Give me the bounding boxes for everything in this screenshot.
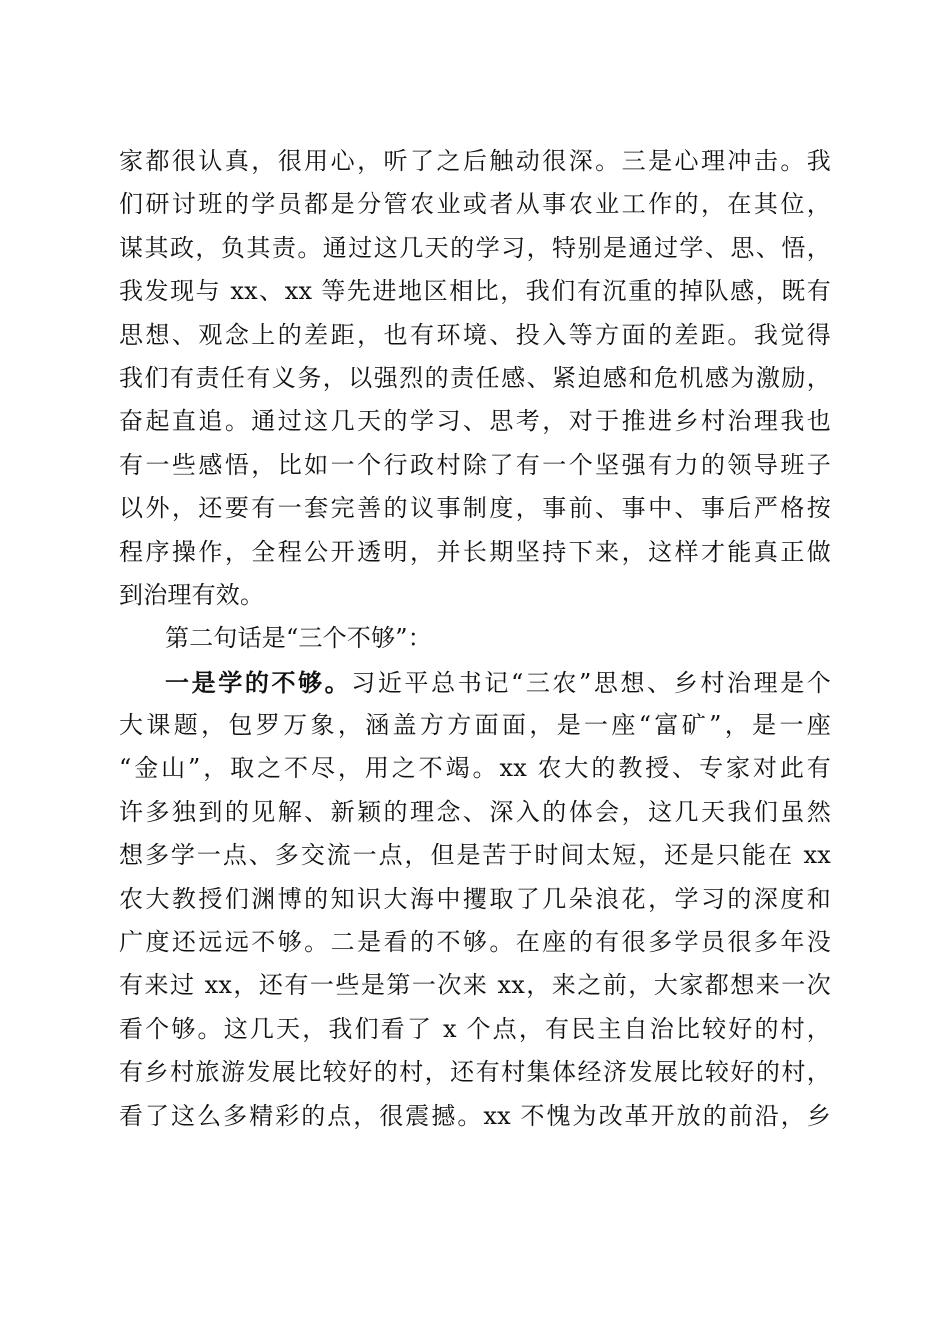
text-line: 许多独到的见解、新颖的理念、深入的体会，这几天我们虽然: [119, 797, 831, 826]
text-line: 家都很认真，很用心，听了之后触动很深。三是心理冲击。我: [119, 147, 831, 175]
text-line: 有乡村旅游发展比较好的村，还有村集体经济发展比较好的村，: [119, 1058, 831, 1087]
text-line: 看了这么多精彩的点，很震撼。xx 不愧为改革开放的前沿，乡: [119, 1101, 831, 1130]
text-line: 想多学一点、多交流一点，但是苦于时间太短，还是只能在 xx: [119, 841, 831, 870]
paragraph-lead-rest: 习近平总书记“三农”思想、乡村治理是个: [351, 668, 831, 697]
text-line: 有来过 xx，还有一些是第一次来 xx，来之前，大家都想来一次: [119, 971, 831, 1000]
text-line: 有一些感悟，比如一个行政村除了有一个坚强有力的领导班子: [119, 450, 831, 479]
text-line: 大课题，包罗万象，涵盖方方面面，是一座“富矿”，是一座: [119, 711, 831, 740]
paragraph-first-line: [119, 661, 831, 704]
text-line: 广度还远远不够。二是看的不够。在座的有很多学员很多年没: [119, 928, 831, 957]
text-line: 我发现与 xx、xx 等先进地区相比，我们有沉重的掉队感，既有: [119, 277, 831, 306]
text-line: 奋起直追。通过这几天的学习、思考，对于推进乡村治理我也: [119, 407, 831, 436]
text-line: “金山”，取之不尽，用之不竭。xx 农大的教授、专家对此有: [119, 754, 831, 783]
paragraph-lead: 一是学的不够。: [165, 667, 352, 697]
section-heading: 第二句话是“三个不够”：: [165, 624, 432, 653]
text-line: 思想、观念上的差距，也有环境、投入等方面的差距。我觉得: [119, 320, 831, 349]
text-line: 我们有责任有义务，以强烈的责任感、紧迫感和危机感为激励，: [119, 363, 831, 392]
text-line: 看个够。这几天，我们看了 x 个点，有民主自治比较好的村，: [119, 1014, 831, 1043]
body-text: [119, 140, 831, 1138]
text-line: 程序操作，全程公开透明，并长期坚持下来，这样才能真正做: [119, 537, 831, 566]
text-line: 谋其政，负其责。通过这几天的学习，特别是通过学、思、悟，: [119, 233, 831, 262]
text-line: 们研讨班的学员都是分管农业或者从事农业工作的，在其位，: [119, 190, 831, 219]
text-line: 到治理有效。: [119, 580, 265, 609]
text-line: 农大教授们渊博的知识大海中攫取了几朵浪花，学习的深度和: [119, 884, 831, 913]
text-line: 以外，还要有一套完善的议事制度，事前、事中、事后严格按: [119, 494, 831, 523]
